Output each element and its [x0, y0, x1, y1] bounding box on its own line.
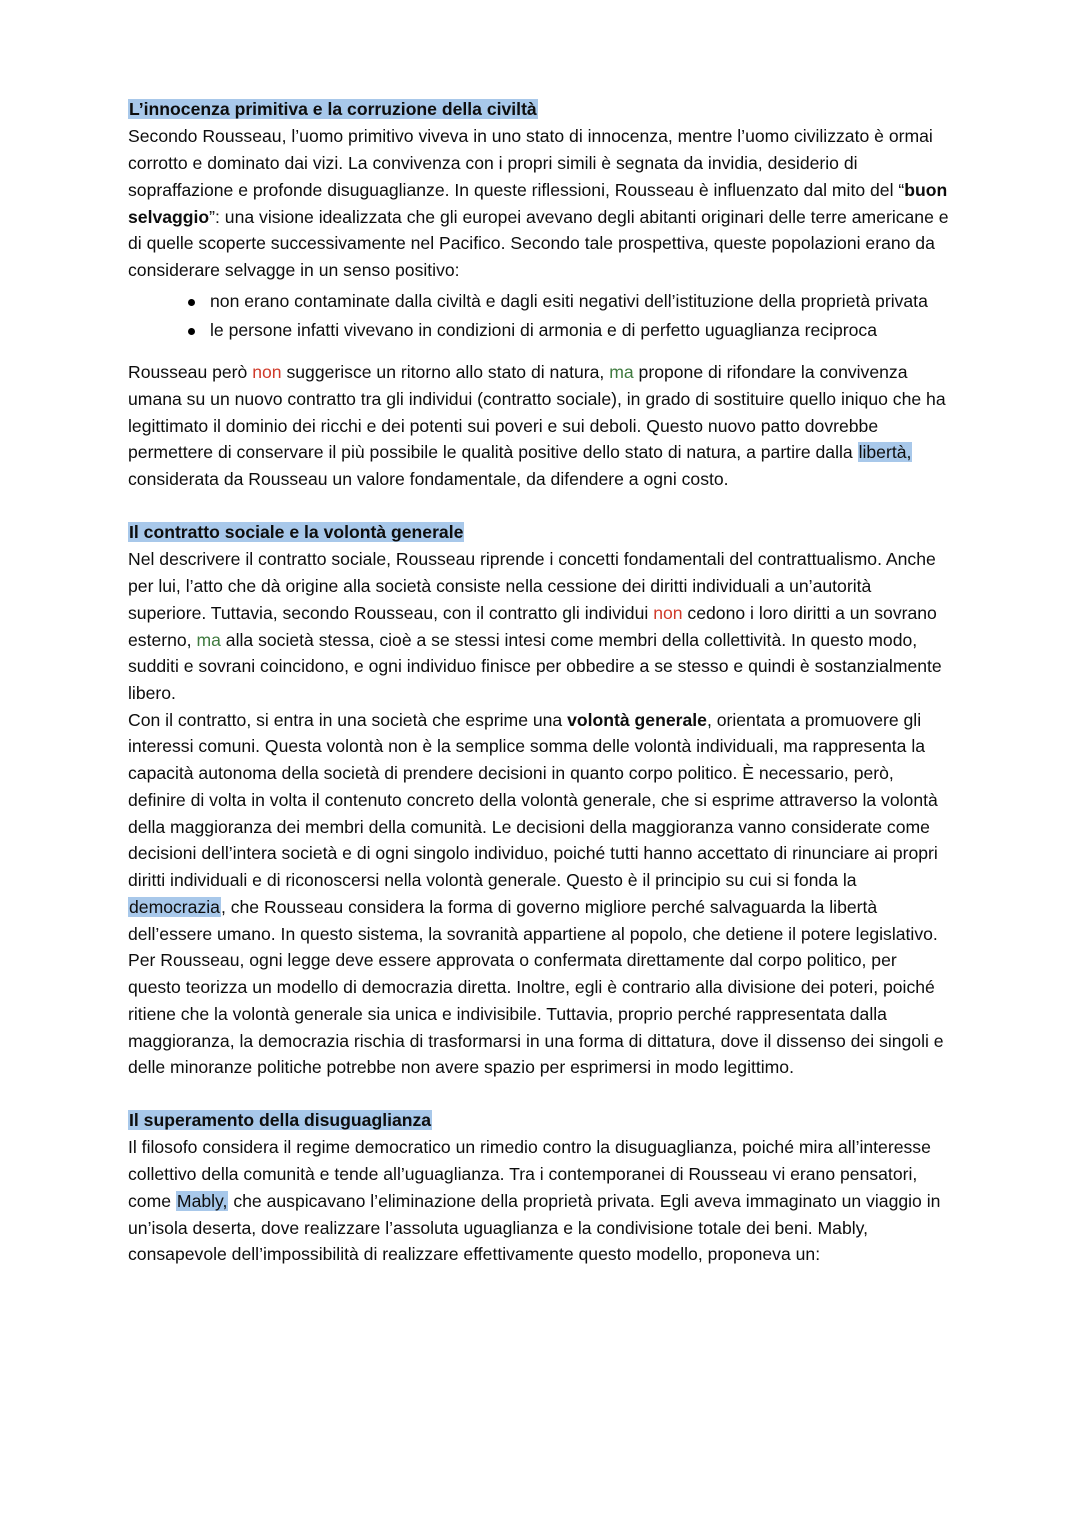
- text-run: alla società stessa, cioè a se stessi intesi come membri della collettività. In questo modo, sudditi e sovrani coincidono, e ogni individuo finisce per obbedire a se stesso e quindi è sostanzialmente libero.: [128, 629, 942, 703]
- text-run: , orientata a promuovere gli interessi comuni. Questa volontà non è la semplice somma delle volontà individuali, ma rappresenta la capacità autonoma della società di prendere decisioni in quanto corpo politico. È necessario, però, definire di volta in volta il contenuto concreto della volontà generale, che si esprime attraverso la volontà della maggioranza dei membri della comunità. Le decisioni della maggioranza vanno considerate come decisioni dell’intera società e di ogni singolo individuo, poiché tutti hanno accettato di rinunciare ai propri diritti individuali e di riconoscersi nella volontà generale. Questo è il principio su cui si fonda la: [128, 709, 938, 891]
- section-spacer: [128, 493, 952, 519]
- list-item: non erano contaminate dalla civiltà e dagli esiti negativi dell’istituzione della proprietà privata: [188, 288, 952, 315]
- section-heading-text: Il superamento della disuguaglianza: [129, 1110, 432, 1131]
- text-run: che auspicavano l’eliminazione della proprietà privata. Egli aveva immaginato un viaggio in un’isola deserta, dove realizzare l’assoluta uguaglianza e la condivisione totale dei beni. Mably, consapevole dell’impossibilità di realizzare effettivamente questo modello, proponeva un:: [128, 1190, 941, 1265]
- sections-container: [128, 96, 952, 1268]
- section-heading-text: L’innocenza primitiva e la corruzione della civiltà: [129, 99, 537, 119]
- document-body: [128, 96, 952, 1268]
- text-run: , che Rousseau considera la forma di governo migliore perché salvaguarda la libertà dell’essere umano. In questo sistema, la sovranità appartiene al popolo, che detiene il potere legislativo. Per Rousseau, ogni legge deve essere approvata o confermata direttamente dal corpo politico, per questo teorizza un modello di democrazia diretta. Inoltre, egli è contrario alla divisione dei poteri, poiché ritiene che la volontà generale sia unica e indivisibile. Tuttavia, proprio perché rappresentata dalla maggioranza, la democrazia rischia di trasformarsi in una forma di dittatura, dove il dissenso dei singoli e delle minoranze politiche potrebbe non avere spazio per esprimersi in modo legittimo.: [128, 896, 944, 1078]
- section-heading: [128, 519, 952, 545]
- paragraph-spacer: [128, 343, 952, 359]
- text-run: cedono i loro diritti a un sovrano esterno,: [128, 602, 937, 650]
- paragraph: [128, 546, 952, 706]
- section-heading: [128, 96, 952, 122]
- text-run: ”: una visione idealizzata che gli europei avevano degli abitanti originari delle terre americane e di quelle scoperte successivamente nel Pacifico. Secondo tale prospettiva, queste popolazioni erano da considerare selvagge in un senso positivo:: [128, 206, 949, 281]
- section-heading: [128, 1107, 952, 1133]
- text-run: Secondo Rousseau, l’uomo primitivo viveva in uno stato di innocenza, mentre l’uomo civilizzato è ormai corrotto e dominato dai vizi. La convivenza con i propri simili è segnata da invidia, desiderio di sopraffazione e profonde disuguaglianze. In queste riflessioni, Rousseau è influenzato dal mito del “: [128, 126, 933, 200]
- paragraph: [128, 123, 952, 283]
- emphasis-negation: non: [653, 602, 683, 623]
- text-run: Il filosofo considera il regime democratico un rimedio contro la disuguaglianza, poiché mira all’interesse collettivo della comunità e tende all’uguaglianza. Tra i contemporanei di Rousseau vi erano pensatori, come: [128, 1137, 931, 1211]
- text-run: Rousseau però: [128, 362, 253, 383]
- list-item: le persone infatti vivevano in condizioni di armonia e di perfetto uguaglianza reciproca: [188, 317, 952, 344]
- highlighted-term: Mably,: [176, 1190, 228, 1211]
- text-run: propone di rifondare la convivenza umana su un nuovo contratto tra gli individui (contratto sociale), in grado di sostituire quello iniquo che ha legittimato il dominio dei ricchi e dei potenti sui poveri e sui deboli. Questo nuovo patto dovrebbe permettere di conservare il più possibile le qualità positive dello stato di natura, a partire dalla: [128, 362, 946, 463]
- emphasis-negation: non: [252, 362, 282, 383]
- paragraph: [128, 359, 952, 493]
- emphasis-bold: volontà generale: [567, 709, 707, 730]
- text-run: Con il contratto, si entra in una società che esprime una: [128, 709, 568, 730]
- highlighted-term: democrazia: [129, 896, 220, 917]
- emphasis-affirmation: ma: [196, 629, 221, 650]
- emphasis-bold: buon selvaggio: [128, 179, 948, 227]
- emphasis-affirmation: ma: [609, 362, 634, 383]
- text-run: Nel descrivere il contratto sociale, Rousseau riprende i concetti fondamentali del contrattualismo. Anche per lui, l’atto che dà origine alla società consiste nella cessione dei diritti individuali a un’autorità superiore. Tuttavia, secondo Rousseau, con il contratto gli individui: [128, 549, 936, 623]
- paragraph: [128, 1134, 952, 1268]
- text-run: considerata da Rousseau un valore fondamentale, da difendere a ogni costo.: [128, 469, 729, 490]
- highlighted-term: libertà,: [858, 442, 912, 463]
- bullet-list: [128, 288, 952, 343]
- text-run: suggerisce un ritorno allo stato di natura,: [281, 362, 610, 383]
- paragraph: [128, 707, 952, 1081]
- section-heading-text: Il contratto sociale e la volontà generale: [129, 521, 464, 542]
- section-spacer: [128, 1081, 952, 1107]
